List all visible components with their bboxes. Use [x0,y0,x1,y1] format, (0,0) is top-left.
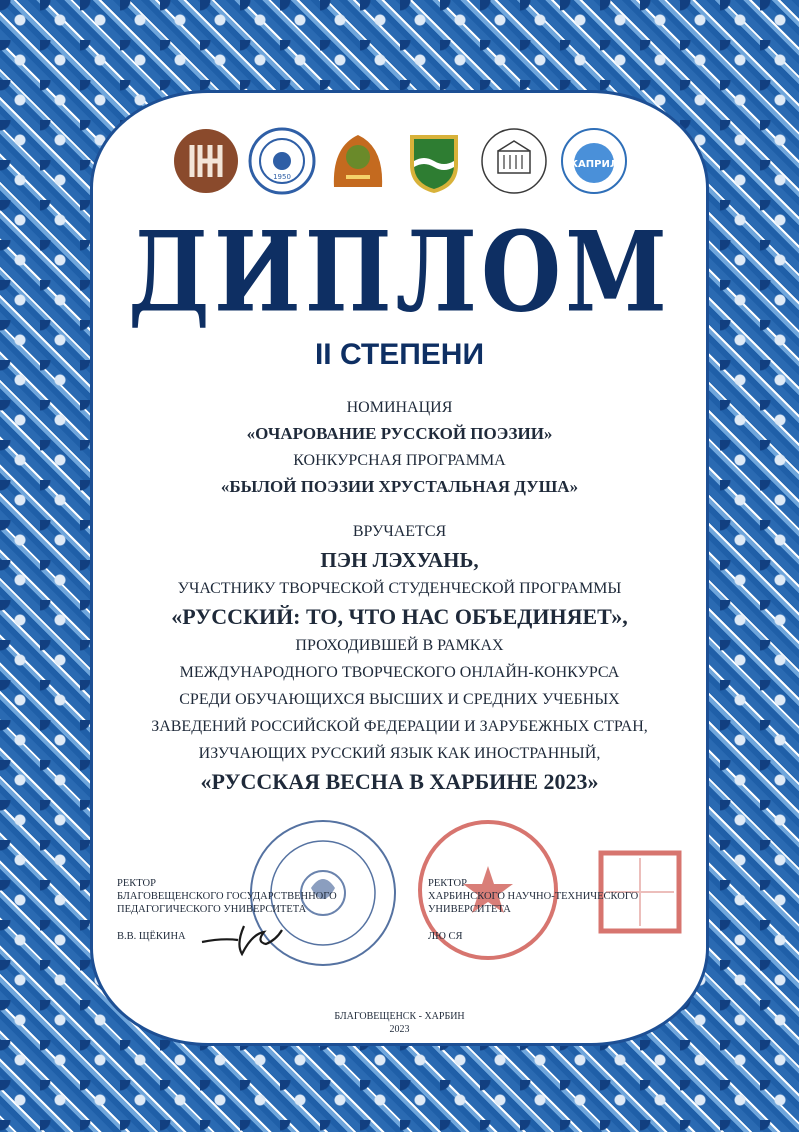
recipient-name: ПЭН ЛЭХУАНЬ, [320,548,479,572]
left-signature-block [117,877,377,943]
diploma-frame [98,98,701,1038]
spacer [98,500,701,518]
participant-line: УЧАСТНИКУ ТВОРЧЕСКОЙ СТУДЕНЧЕСКОЙ ПРОГРАММЫ [177,580,622,597]
logo-year-text: 1950 [272,173,291,181]
diploma-body [98,394,701,797]
blagoveshchensk-pedagogical-university-logo [172,127,240,195]
nomination-label: НОМИНАЦИЯ [346,399,453,416]
nomination-title: «ОЧАРОВАНИЕ РУССКОЙ ПОЭЗИИ» [246,424,553,443]
contest-line-2: СРЕДИ ОБУЧАЮЩИХСЯ ВЫСШИХ И СРЕДНИХ УЧЕБНЫХ [179,691,620,708]
left-rector-university-line2: ПЕДАГОГИЧЕСКОГО УНИВЕРСИТЕТА [117,904,307,915]
amur-region-coat-of-arms [400,127,468,195]
contest-line-4: ИЗУЧАЮЩИХ РУССКИЙ ЯЗЫК КАК ИНОСТРАННЫЙ, [198,745,601,762]
right-rector-university-line2: УНИВЕРСИТЕТА [428,904,511,915]
footer-year: 2023 [389,1024,410,1035]
right-rector-title: РЕКТОР [428,878,467,889]
right-signature-block [428,877,698,943]
footer-cities: БЛАГОВЕЩЕНСК - ХАРБИН [334,1011,465,1022]
contest-line-1: МЕЖДУНАРОДНОГО ТВОРЧЕСКОГО ОНЛАЙН-КОНКУРСА [179,664,620,681]
harbin-university-of-science-and-technology-logo [248,127,316,195]
left-rector-name: В.В. ЩЁКИНА [117,931,186,942]
russian-spring-festival-logo [324,127,392,195]
right-rector-university-line1: ХАРБИНСКОГО НАУЧНО-ТЕХНИЧЕСКОГО [428,891,639,902]
diploma-footer [98,1010,701,1036]
diploma-degree: II СТЕПЕНИ [314,338,485,371]
left-rector-university-line1: БЛАГОВЕЩЕНСКОГО ГОСУДАРСТВЕННОГО [117,891,337,902]
awarded-label: ВРУЧАЕТСЯ [352,523,447,540]
right-rector-name: ЛЮ СЯ [428,931,463,942]
program-title: «БЫЛОЙ ПОЭЗИИ ХРУСТАЛЬНАЯ ДУША» [220,477,579,496]
contest-name: «РУССКАЯ ВЕСНА В ХАРБИНЕ 2023» [200,769,599,794]
kapril-logo [560,127,628,195]
logo-row [98,124,701,198]
left-rector-title: РЕКТОР [117,878,156,889]
kapril-logo-text: КАПРИЛ [569,159,618,170]
program-label: КОНКУРСНАЯ ПРОГРАММА [293,452,506,469]
contest-line-3: ЗАВЕДЕНИЙ РОССИЙСКОЙ ФЕДЕРАЦИИ И ЗАРУБЕЖНЫХ СТРАН, [151,718,648,735]
diploma-title: ДИПЛОМ [128,207,671,337]
held-within-line: ПРОХОДИВШЕЙ В РАМКАХ [295,637,504,654]
student-program-title: «РУССКИЙ: ТО, ЧТО НАС ОБЪЕДИНЯЕТ», [171,604,628,629]
bgpu-building-logo [476,127,552,195]
